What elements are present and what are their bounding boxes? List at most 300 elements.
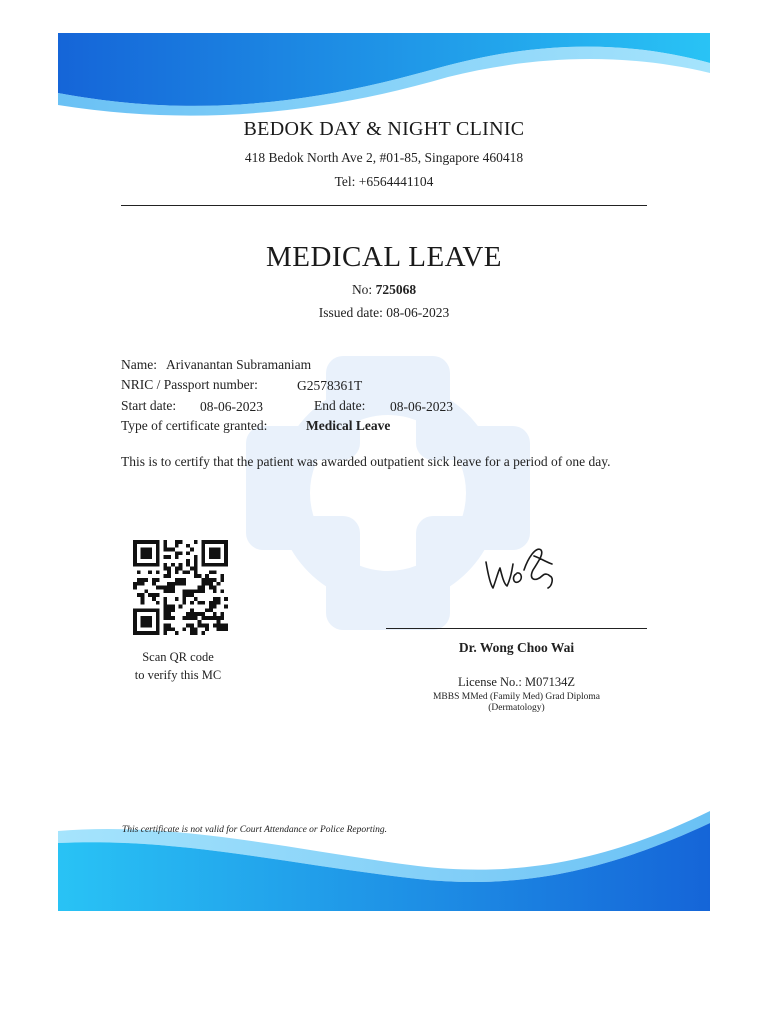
qr-module [175, 578, 179, 582]
qr-module [137, 563, 141, 567]
qr-module [194, 597, 198, 601]
qr-module [209, 582, 213, 586]
qr-module [152, 597, 156, 601]
qr-module [224, 605, 228, 609]
qr-module [163, 612, 167, 616]
qr-module [182, 616, 186, 620]
qr-module [167, 555, 171, 559]
start-date-value: 08-06-2023 [200, 399, 263, 414]
qr-module [179, 605, 183, 609]
qr-module [198, 589, 202, 593]
qr-module [224, 597, 228, 601]
qr-module [148, 608, 152, 612]
qr-module [224, 548, 228, 552]
qr-module [213, 605, 217, 609]
qr-module [144, 608, 148, 612]
qr-module [152, 608, 156, 612]
qr-module [220, 616, 224, 620]
qr-module [156, 608, 160, 612]
qr-module [171, 589, 175, 593]
qr-module [213, 624, 217, 628]
qr-module [194, 631, 198, 635]
qr-module [209, 555, 213, 559]
qr-module [163, 605, 167, 609]
qr-module [141, 631, 145, 635]
doctor-signature [478, 540, 560, 596]
qr-module [148, 548, 152, 552]
qr-module [217, 624, 221, 628]
qr-module [209, 605, 213, 609]
qr-module [209, 586, 213, 590]
qr-module [152, 631, 156, 635]
qr-module [171, 627, 175, 631]
qr-module [148, 563, 152, 567]
qr-module [167, 548, 171, 552]
qr-module [205, 540, 209, 544]
qr-module [141, 540, 145, 544]
qr-module [163, 616, 167, 620]
qr-module [201, 551, 205, 555]
qr-module [148, 540, 152, 544]
document-title: MEDICAL LEAVE [265, 241, 503, 273]
qr-module [220, 563, 224, 567]
qr-module [133, 582, 137, 586]
qr-module [163, 589, 167, 593]
qr-module [217, 601, 221, 605]
qr-module [201, 559, 205, 563]
qr-module [148, 593, 152, 597]
qr-module [167, 567, 171, 571]
doctor-license-number: License No.: M07134Z [458, 675, 575, 689]
qr-module [217, 627, 221, 631]
qr-module [171, 605, 175, 609]
qr-module [186, 570, 190, 574]
qr-module [133, 548, 137, 552]
qr-module [201, 582, 205, 586]
qr-module [144, 578, 148, 582]
qr-module [213, 570, 217, 574]
qr-module [144, 616, 148, 620]
qr-module [194, 563, 198, 567]
qr-module [182, 589, 186, 593]
qr-module [141, 548, 145, 552]
qr-module [198, 586, 202, 590]
certificate-type-value: Medical Leave [306, 418, 391, 433]
doctor-name: Dr. Wong Choo Wai [458, 640, 575, 655]
qr-module [205, 627, 209, 631]
qr-module [217, 540, 221, 544]
qr-module [156, 563, 160, 567]
qr-module [201, 586, 205, 590]
qr-module [141, 620, 145, 624]
certificate-number-label: No: [351, 282, 373, 297]
qr-module [137, 578, 141, 582]
qr-module [220, 578, 224, 582]
qr-module [209, 548, 213, 552]
qr-module [213, 616, 217, 620]
qr-module [163, 608, 167, 612]
qr-module [133, 559, 137, 563]
qr-module [201, 601, 205, 605]
qr-module [179, 563, 183, 567]
qr-module [167, 586, 171, 590]
qr-module [217, 551, 221, 555]
qr-module [163, 574, 167, 578]
qr-module [220, 589, 224, 593]
qr-module [209, 578, 213, 582]
patient-name-value: Arivanantan Subramaniam [166, 357, 312, 372]
qr-module [209, 601, 213, 605]
qr-module [190, 612, 194, 616]
start-date-label: Start date: [121, 398, 177, 413]
qr-module [163, 540, 167, 544]
validity-disclaimer: This certificate is not valid for Court Attendance or Police Reporting. [122, 825, 388, 835]
qr-module [224, 555, 228, 559]
qr-module [179, 551, 183, 555]
qr-module [209, 570, 213, 574]
qr-module [163, 555, 167, 559]
qr-module [163, 548, 167, 552]
qr-module [141, 555, 145, 559]
clinic-address: 418 Bedok North Ave 2, #01-85, Singapore 460418 [244, 150, 524, 165]
qr-module [201, 555, 205, 559]
qr-module [198, 612, 202, 616]
qr-module [156, 601, 160, 605]
qr-module [198, 624, 202, 628]
qr-module [190, 608, 194, 612]
qr-module [167, 608, 171, 612]
qr-module [194, 570, 198, 574]
signature-line [386, 628, 647, 629]
qr-module [160, 586, 164, 590]
verification-qr-code[interactable] [130, 540, 231, 635]
qr-module [156, 616, 160, 620]
qr-module [224, 544, 228, 548]
qr-module [137, 582, 141, 586]
qr-module [133, 620, 137, 624]
qr-module [224, 627, 228, 631]
qr-module [201, 563, 205, 567]
qr-module [217, 548, 221, 552]
qr-module [171, 548, 175, 552]
qr-module [141, 563, 145, 567]
qr-module [156, 551, 160, 555]
qr-module [194, 540, 198, 544]
qr-module [171, 582, 175, 586]
qr-module [224, 624, 228, 628]
qr-module [190, 548, 194, 552]
qr-module [167, 612, 171, 616]
certificate-number-value: 725068 [375, 282, 417, 297]
qr-module [205, 582, 209, 586]
qr-module [186, 593, 190, 597]
qr-module [194, 616, 198, 620]
qr-module [175, 582, 179, 586]
qr-module [179, 578, 183, 582]
qr-module [163, 624, 167, 628]
qr-module [205, 578, 209, 582]
qr-module [141, 593, 145, 597]
qr-module [137, 631, 141, 635]
qr-module [213, 586, 217, 590]
qr-module [144, 620, 148, 624]
qr-module [152, 593, 156, 597]
qr-module [209, 616, 213, 620]
qr-module [186, 612, 190, 616]
qr-module [171, 608, 175, 612]
qr-module [220, 627, 224, 631]
qr-module [194, 559, 198, 563]
qr-module [190, 601, 194, 605]
qr-module [141, 578, 145, 582]
header-divider [121, 205, 647, 206]
qr-module [171, 586, 175, 590]
qr-module [152, 578, 156, 582]
qr-module [213, 540, 217, 544]
qr-module [133, 563, 137, 567]
qr-module [133, 627, 137, 631]
qr-module [213, 563, 217, 567]
qr-module [175, 551, 179, 555]
qr-module [201, 612, 205, 616]
qr-module [194, 627, 198, 631]
qr-module [209, 563, 213, 567]
qr-module [182, 593, 186, 597]
qr-module [201, 578, 205, 582]
qr-module [217, 616, 221, 620]
qr-module [182, 627, 186, 631]
qr-module [205, 616, 209, 620]
issued-date: Issued date: 08-06-2023 [318, 305, 450, 320]
qr-module [213, 589, 217, 593]
qr-module [190, 567, 194, 571]
qr-module [144, 624, 148, 628]
qr-module [141, 551, 145, 555]
qr-module [190, 631, 194, 635]
qr-module [205, 608, 209, 612]
qr-module [144, 631, 148, 635]
qr-module [156, 627, 160, 631]
qr-module [148, 551, 152, 555]
qr-module [209, 551, 213, 555]
qr-module [148, 620, 152, 624]
qr-module [156, 570, 160, 574]
qr-module [220, 574, 224, 578]
qr-module [201, 548, 205, 552]
qr-module [175, 555, 179, 559]
qr-module [224, 563, 228, 567]
qr-module [205, 624, 209, 628]
patient-name-label: Name: [121, 357, 157, 372]
qr-module [148, 570, 152, 574]
qr-module [148, 555, 152, 559]
qr-module [133, 616, 137, 620]
qr-module [141, 601, 145, 605]
qr-module [217, 620, 221, 624]
qr-module [148, 616, 152, 620]
qr-module [182, 578, 186, 582]
qr-module [156, 540, 160, 544]
clinic-logo-watermark [223, 343, 553, 643]
qr-module [194, 574, 198, 578]
qr-module [171, 563, 175, 567]
qr-module [179, 582, 183, 586]
qr-module [163, 544, 167, 548]
qr-module [205, 563, 209, 567]
qr-module [201, 589, 205, 593]
qr-module [156, 624, 160, 628]
qr-module [220, 612, 224, 616]
qr-module [213, 597, 217, 601]
qr-module [156, 578, 160, 582]
qr-module [163, 567, 167, 571]
qr-module [137, 608, 141, 612]
qr-module [190, 627, 194, 631]
qr-module [133, 624, 137, 628]
qr-module [152, 582, 156, 586]
qr-module [163, 601, 167, 605]
qr-module [163, 597, 167, 601]
qr-module [224, 559, 228, 563]
qr-module [137, 593, 141, 597]
qr-module [167, 570, 171, 574]
qr-module [186, 544, 190, 548]
qr-module [133, 551, 137, 555]
qr-module [201, 540, 205, 544]
doctor-qualifications [410, 692, 623, 714]
qr-module [179, 540, 183, 544]
qr-module [182, 570, 186, 574]
qr-module [156, 555, 160, 559]
qr-module [186, 559, 190, 563]
qr-module [186, 624, 190, 628]
qr-module [141, 616, 145, 620]
qr-module [190, 593, 194, 597]
qr-module [163, 627, 167, 631]
qr-module [194, 555, 198, 559]
qr-module [167, 605, 171, 609]
nric-label: NRIC / Passport number: [121, 377, 258, 392]
qr-module [141, 582, 145, 586]
qr-module [141, 624, 145, 628]
qr-caption-line-1: Scan QR code [142, 650, 214, 664]
qr-module [148, 624, 152, 628]
qr-module [201, 624, 205, 628]
header-wave-graphic [58, 33, 710, 123]
qr-module [156, 612, 160, 616]
qr-module [167, 624, 171, 628]
qr-module [194, 567, 198, 571]
qr-module [175, 570, 179, 574]
qr-module [182, 597, 186, 601]
qr-module [213, 578, 217, 582]
qr-module [144, 563, 148, 567]
qr-module [167, 582, 171, 586]
qr-module [201, 631, 205, 635]
qr-module [152, 540, 156, 544]
qr-module [163, 586, 167, 590]
qr-module [201, 544, 205, 548]
clinic-telephone: Tel: +6564441104 [334, 174, 434, 189]
qr-module [224, 540, 228, 544]
qr-module [198, 601, 202, 605]
qr-module [148, 631, 152, 635]
qr-module [186, 589, 190, 593]
qr-module [144, 555, 148, 559]
qr-module [163, 631, 167, 635]
qr-module [156, 593, 160, 597]
qr-module [144, 540, 148, 544]
qr-module [213, 601, 217, 605]
qr-module [194, 589, 198, 593]
qr-module [156, 559, 160, 563]
qr-module [213, 548, 217, 552]
qr-module [217, 555, 221, 559]
qr-module [213, 612, 217, 616]
qr-module [175, 540, 179, 544]
qr-module [182, 601, 186, 605]
qr-module [133, 612, 137, 616]
qr-module [167, 574, 171, 578]
qr-module [201, 616, 205, 620]
end-date-value: 08-06-2023 [390, 399, 453, 414]
qr-module [152, 563, 156, 567]
qr-module [156, 548, 160, 552]
qr-module [209, 540, 213, 544]
qr-module [198, 574, 202, 578]
qr-module [186, 551, 190, 555]
qr-module [156, 620, 160, 624]
qr-module [144, 548, 148, 552]
qr-module [213, 551, 217, 555]
qr-module [205, 574, 209, 578]
qr-module [186, 563, 190, 567]
qr-module [167, 589, 171, 593]
certificate-number [0, 282, 768, 298]
qr-module [141, 597, 145, 601]
qr-module [182, 582, 186, 586]
qr-caption-line-2: to verify this MC [134, 668, 222, 682]
qr-module [133, 544, 137, 548]
qr-module [220, 540, 224, 544]
qualifications-line-1: MBBS MMed (Family Med) Grad Diploma [432, 692, 601, 702]
qr-module [179, 567, 183, 571]
qr-module [171, 616, 175, 620]
qr-module [175, 567, 179, 571]
qr-module [198, 620, 202, 624]
qr-module [156, 544, 160, 548]
qr-module [133, 608, 137, 612]
qr-module [217, 582, 221, 586]
qr-module [190, 616, 194, 620]
qr-module [144, 589, 148, 593]
qr-module [224, 551, 228, 555]
qr-module [194, 612, 198, 616]
qr-module [217, 597, 221, 601]
qr-module [209, 608, 213, 612]
qr-caption [118, 648, 238, 684]
qr-module [175, 544, 179, 548]
qr-module [220, 624, 224, 628]
qr-module [133, 555, 137, 559]
qr-module [133, 540, 137, 544]
qr-module [156, 631, 160, 635]
qr-module [175, 597, 179, 601]
end-date-label: End date: [314, 398, 366, 413]
nric-value: G2578361T [297, 378, 363, 393]
qr-module [137, 570, 141, 574]
qr-module [137, 540, 141, 544]
